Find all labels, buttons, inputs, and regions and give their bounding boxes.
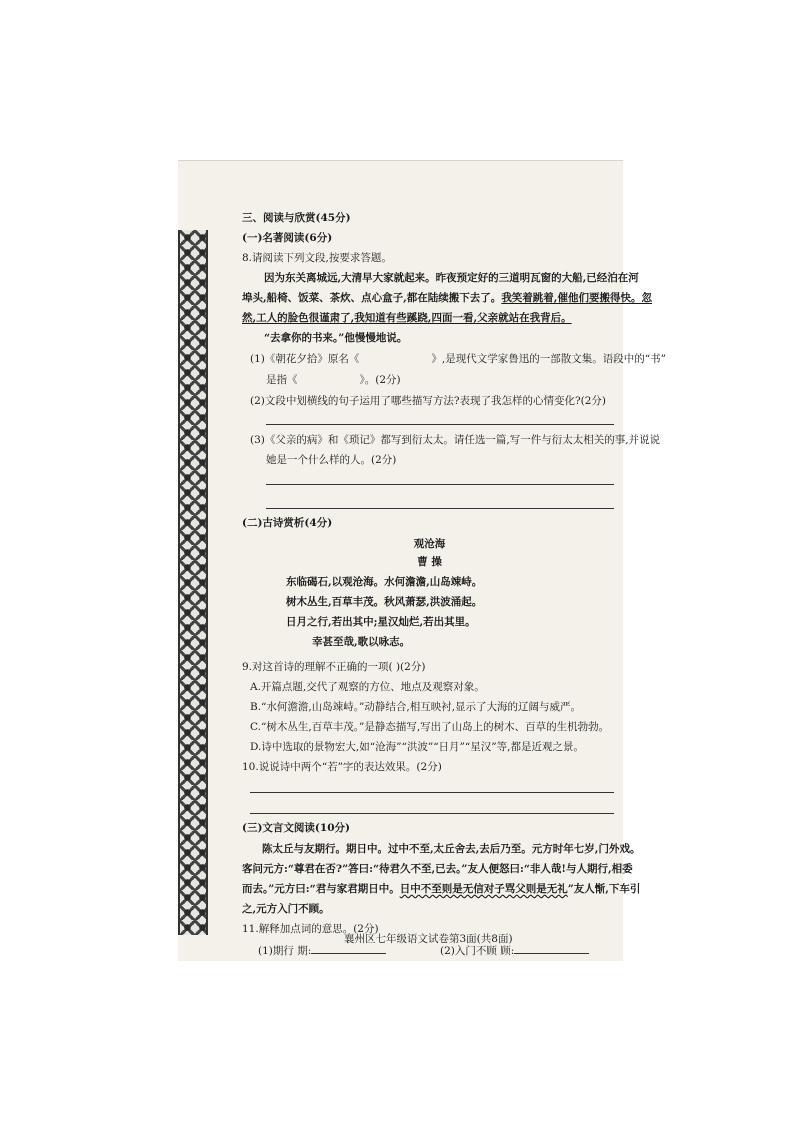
poem-line: 东临碣石,以观沧海。水何澹澹,山岛竦峙。 <box>286 576 483 588</box>
q8-prompt: 8.请阅读下列文段,按要求答题。 <box>242 252 392 264</box>
classical-text-line: 客问元方:“尊君在否?”答曰:“待君久不至,已去。”友人便怒曰:“非人哉!与人期行,相委 <box>242 863 633 875</box>
poem-line: 日月之行,若出其中;星汉灿烂,若出其里。 <box>286 616 476 628</box>
passage-line <box>242 310 572 326</box>
question-11: 11.解释加点词的意思。(2分) <box>242 923 379 935</box>
poem-line: 幸甚至哉,歌以咏志。 <box>312 636 411 648</box>
part2-title: (二)古诗赏析(4分) <box>242 517 333 529</box>
answer-blank[interactable] <box>514 943 589 954</box>
question-11-2: (2)入门不顾 顾: <box>440 943 589 959</box>
question-11-1: (1)期行 期: <box>258 943 386 959</box>
question-8-1-cont: 是指《 》。(2分) <box>266 374 401 386</box>
answer-line[interactable] <box>266 508 614 509</box>
poem-title: 观沧海 <box>413 538 446 550</box>
option-a[interactable]: A.开篇点题,交代了观察的方位、地点及观察对象。 <box>250 681 485 693</box>
wavy-underlined-sentence: 日中不至则是无信对子骂父则是无礼 <box>399 883 568 895</box>
option-c[interactable]: C.“树木丛生,百草丰茂。”是静态描写,写出了山岛上的树木、百草的生机勃勃。 <box>250 721 610 733</box>
poem-line: 树木丛生,百草丰茂。秋风萧瑟,洪波涌起。 <box>286 596 483 608</box>
underlined-sentence: 然,工人的脸色很谨肃了,我知道有些蹊跷,四面一看,父亲就站在我背后。 <box>242 312 572 324</box>
classical-text-line: 而去。”元方曰:“君与家君期日中。日中不至则是无信对子骂父则是无礼”友人惭,下车引 <box>242 883 641 895</box>
question-9: 9.对这首诗的理解不正确的一项( )(2分) <box>242 661 426 673</box>
passage-line: “去拿你的书来。”他慢慢地说。 <box>264 332 408 344</box>
section-title: 三、阅读与欣赏(45分) <box>242 212 351 224</box>
part1-title: (一)名著阅读(6分) <box>242 232 333 244</box>
question-8-3: (3)《父亲的病》和《琐记》都写到衍太太。请任选一篇,写一件与衍太太相关的事,并说说 <box>250 434 661 446</box>
page-footer: 襄州区七年级语文试卷第3面(共8面) <box>344 933 513 945</box>
answer-line[interactable] <box>266 484 614 485</box>
passage-line: 因为东关离城远,大清早大家就起来。昨夜预定好的三道明瓦窗的大船,已经泊在河 <box>264 272 639 284</box>
part3-title: (三)文言文阅读(10分) <box>242 822 350 834</box>
question-10: 10.说说诗中两个“若”字的表达效果。(2分) <box>242 761 442 773</box>
answer-line[interactable] <box>250 792 614 793</box>
decorative-border <box>178 230 208 935</box>
poem-author: 曹 操 <box>417 556 442 568</box>
question-8-2: (2)文段中划横线的句子运用了哪些描写方法?表现了我怎样的心情变化?(2分) <box>250 395 607 407</box>
option-d[interactable]: D.诗中选取的景物宏大,如“沧海”“洪波”“日月”“星汉”等,都是近观之景。 <box>250 741 584 753</box>
underlined-sentence: 我笑着跳着,催他们要搬得快。 <box>501 292 642 304</box>
question-8-3-cont: 她是一个什么样的人。(2分) <box>266 454 397 466</box>
classical-text-line: 陈太丘与友期行。期日中。过中不至,太丘舍去,去后乃至。元方时年七岁,门外戏。 <box>262 843 641 855</box>
answer-line[interactable] <box>250 813 614 814</box>
passage-line: 埠头,船椅、饭菜、茶炊、点心盒子,都在陆续搬下去了。我笑着跳着,催他们要搬得快。忽 <box>242 292 652 304</box>
answer-line[interactable] <box>266 424 614 425</box>
option-b[interactable]: B.“水何澹澹,山岛竦峙。”动静结合,相互映衬,显示了大海的辽阔与威严。 <box>250 701 582 713</box>
question-8-1: (1)《朝花夕拾》原名《 》,是现代文学家鲁迅的一部散文集。语段中的“书” <box>250 353 666 365</box>
classical-text-line: 之,元方入门不顾。 <box>242 903 330 915</box>
